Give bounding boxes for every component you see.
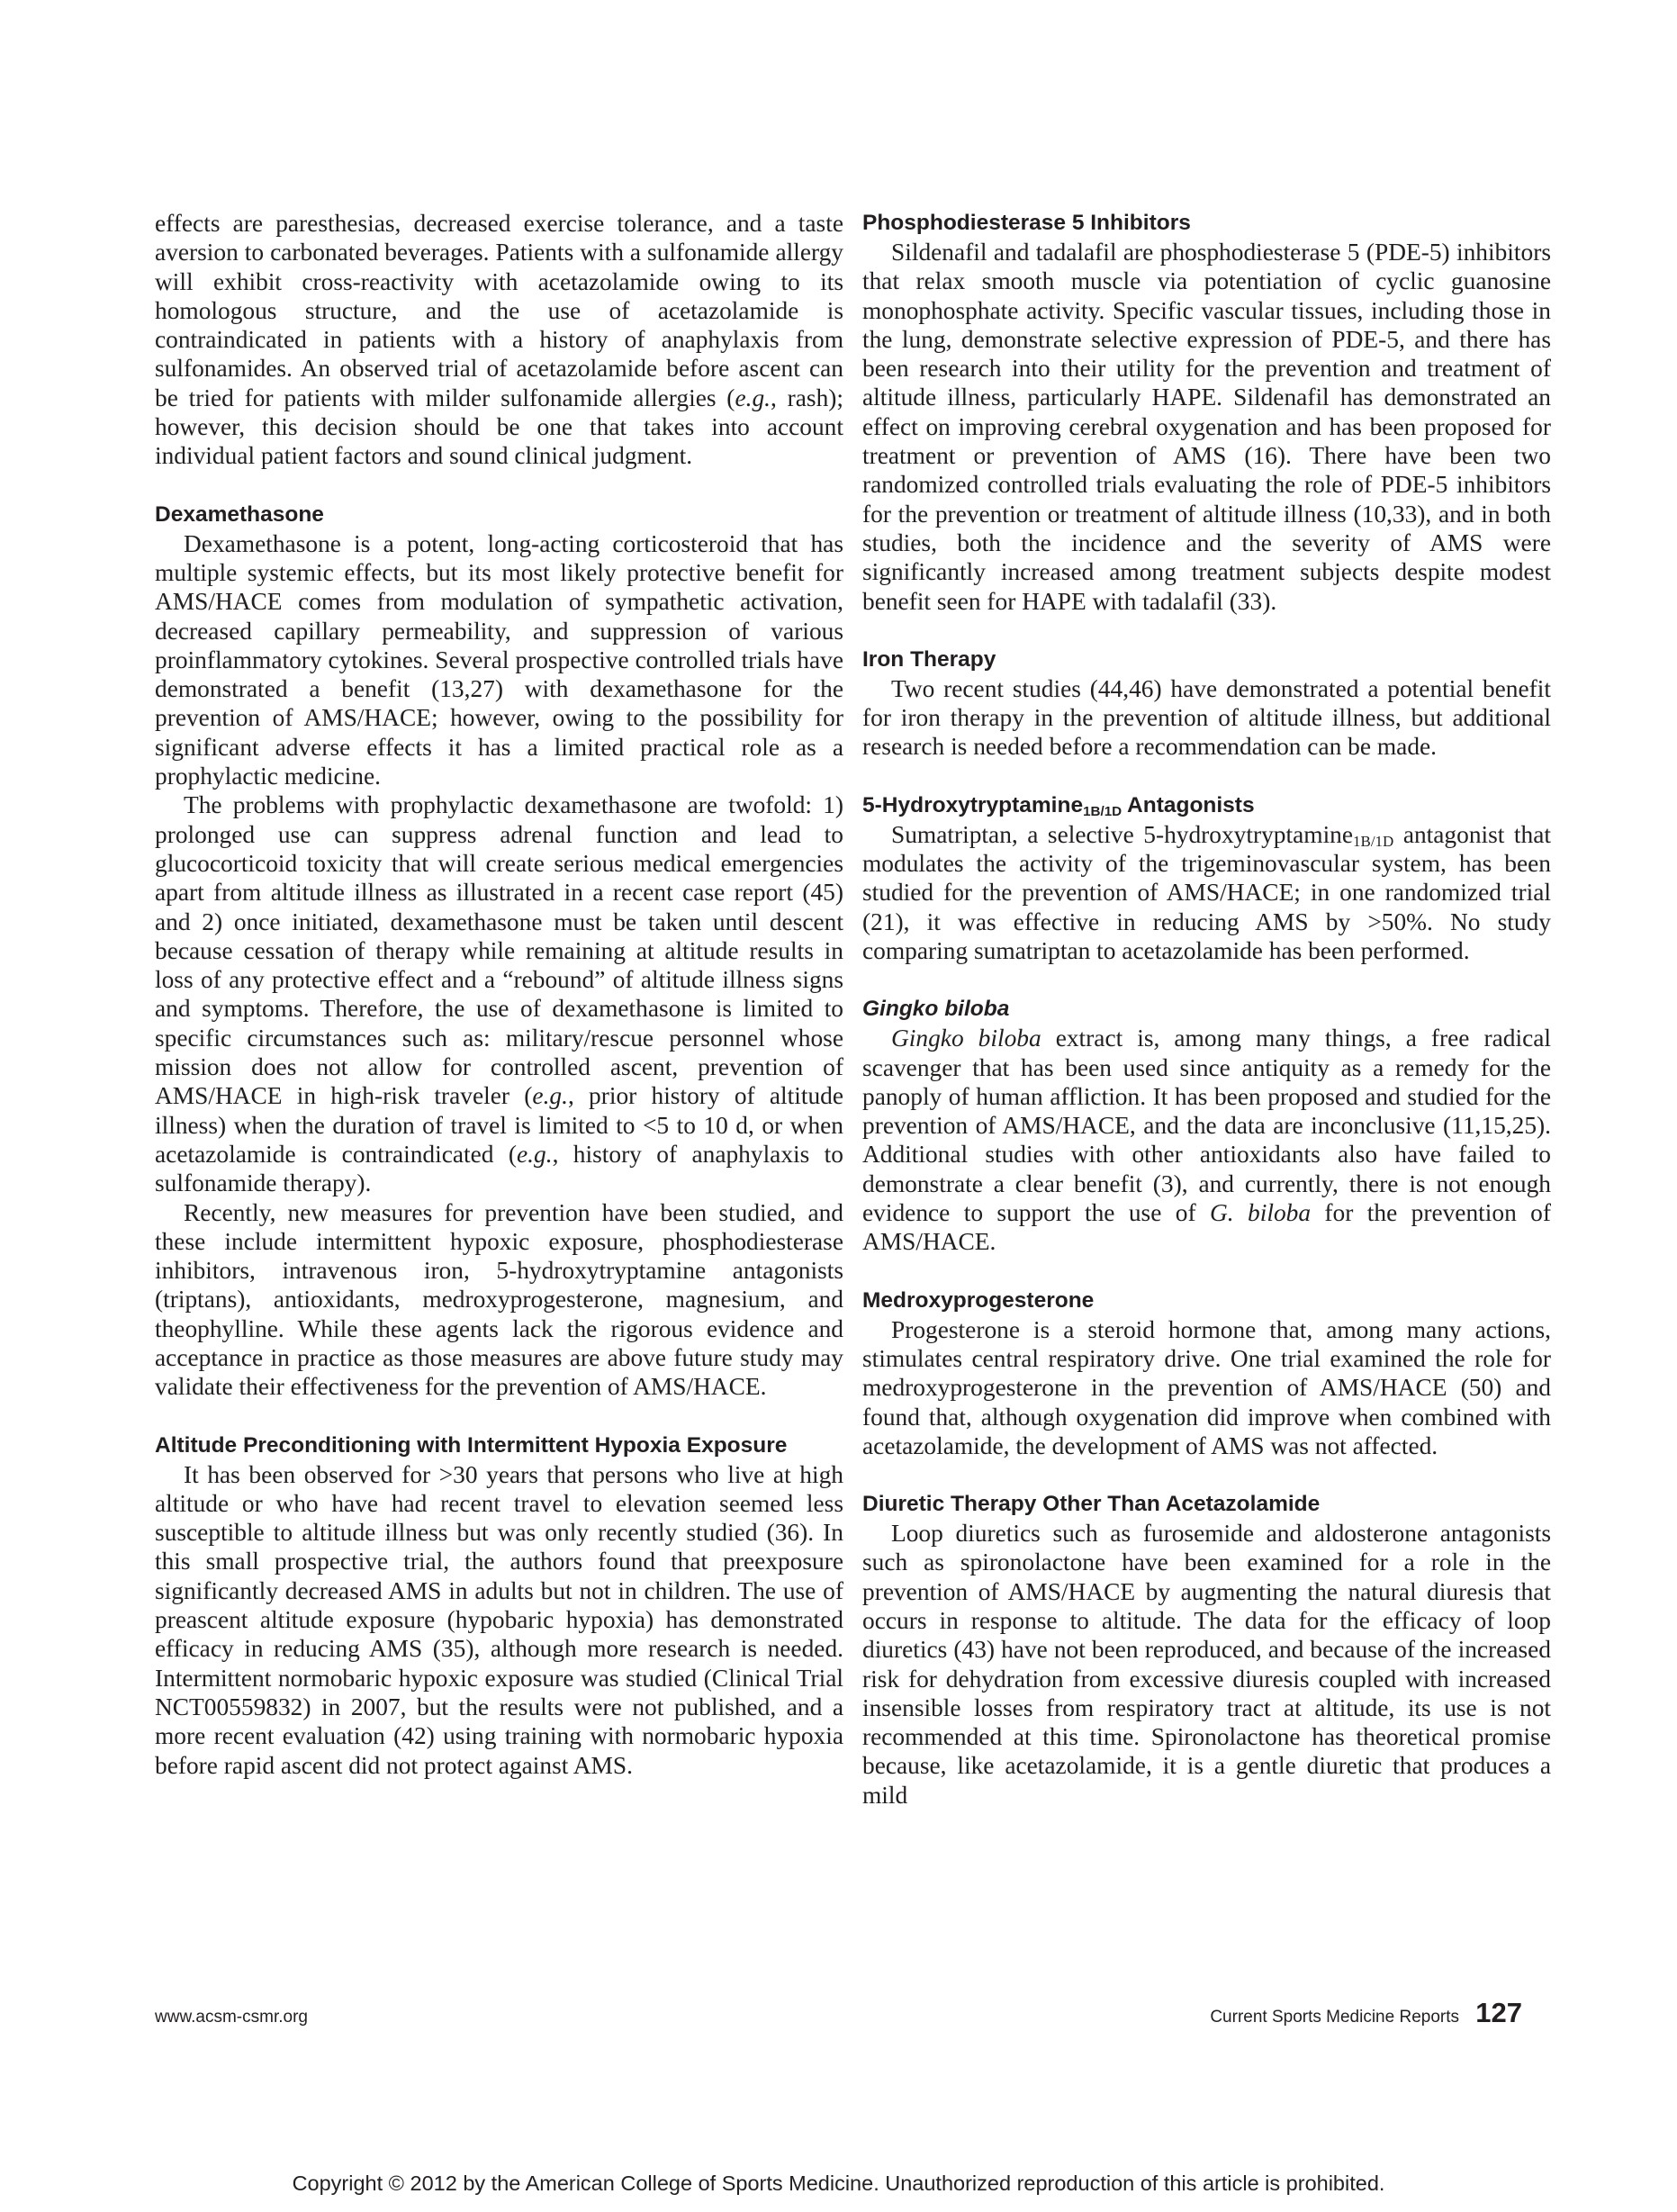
- right-column: [862, 209, 1551, 1810]
- body-paragraph: Sildenafil and tadalafil are phosphodiesterase 5 (PDE-5) inhibitors that relax smooth muscle via potentiation of cyclic guanosine monophosphate activity. Specific vascular tissues, including those in the lung, demonstrate selective expression of PDE-5, and there has been research into their utility for the prevention and treatment of altitude illness, particularly HAPE. Sildenafil has demonstrated an effect on improving cerebral oxygenation and has been proposed for treatment or prevention of AMS (16). There have been two randomized controlled trials evaluating the role of PDE-5 inhibitors for the prevention or treatment of altitude illness (10,33), and in both studies, both the incidence and the severity of AMS were significantly increased among treatment subjects despite modest benefit seen for HAPE with tadalafil (33).: [862, 239, 1551, 615]
- page-number: 127: [1475, 1997, 1522, 2028]
- body-paragraph: It has been observed for >30 years that persons who live at high altitude or who have had recent travel to elevation seemed less susceptible to altitude illness but was only recently studied (36). In this small prospective trial, the authors found that preexposure significantly decreased AMS in adults but not in children. The use of preascent altitude exposure (hypobaric hypoxia) has demonstrated efficacy in reducing AMS (35), although more research is needed. Intermittent normobaric hypoxic exposure was studied (Clinical Trial NCT00559832) in 2007, but the results were not published, and a more recent evaluation (42) using training with normobaric hypoxia before rapid ascent did not protect against AMS.: [155, 1460, 843, 1779]
- body-paragraph: Loop diuretics such as furosemide and aldosterone antagonists such as spironolactone have been examined for a role in the prevention of AMS/HACE by augmenting the natural diuresis that occurs in response to altitude. The data for the efficacy of loop diuretics (43) have not been reproduced, and because of the increased risk for dehydration from excessive diuresis coupled with increased insensible losses from respiratory tract at altitude, its use is not recommended at this time. Spironolactone has theoretical promise because, like acetazolamide, it is a gentle diuretic that produces a mild: [862, 1520, 1551, 1809]
- section-heading-medroxyprogesterone: Medroxyprogesterone: [862, 1287, 1095, 1313]
- section-heading-gingko-biloba: Gingko biloba: [862, 997, 1010, 1022]
- footer-url: www.acsm-csmr.org: [155, 2008, 308, 2027]
- body-paragraph: effects are paresthesias, decreased exercise tolerance, and a taste aversion to carbonated beverages. Patients with a sulfonamide allergy will exhibit cross-reactivity with acetazolamide owing to its homologous structure, and the use of acetazolamide is contraindicated in patients with a history of anaphylaxis from sulfonamides. An observed trial of acetazolamide before ascent can be tried for patients with milder sulfonamide allergies (e.g., rash); however, this decision should be one that takes into account individual patient factors and sound clinical judgment.: [155, 210, 843, 470]
- section-heading-diuretic-therapy: Diuretic Therapy Other Than Acetazolamide: [862, 1492, 1321, 1517]
- left-column: [155, 209, 843, 1780]
- body-paragraph: The problems with prophylactic dexamethasone are twofold: 1) prolonged use can suppress adrenal function and lead to glucocorticoid toxicity that will create serious medical emergencies apart from altitude illness as illustrated in a recent case report (45) and 2) once initiated, dexamethasone must be taken until descent because cessation of therapy while remaining at altitude results in loss of any protective effect and a “rebound” of altitude illness signs and symptoms. Therefore, the use of dexamethasone is limited to specific circumstances such as: military/rescue personnel whose mission does not allow for controlled ascent, prevention of AMS/HACE in high-risk traveler (e.g., prior history of altitude illness) when the duration of travel is limited to <5 to 10 d, or when acetazolamide is contraindicated (e.g., history of anaphylaxis to sulfonamide therapy).: [155, 791, 843, 1197]
- footer-journal-name: Current Sports Medicine Reports: [1210, 2008, 1459, 2027]
- copyright-notice: Copyright © 2012 by the American College of Sports Medicine. Unauthorized reproduction of this article is prohibited.: [292, 2171, 1385, 2195]
- section-heading-5ht-antagonists: 5-Hydroxytryptamine$_{1B/1D}$ Antagonists: [862, 792, 1255, 819]
- body-paragraph: Recently, new measures for prevention have been studied, and these include intermittent hypoxic exposure, phosphodiesterase inhibitors, intravenous iron, 5-hydroxytryptamine antagonists (triptans), antioxidants, medroxyprogesterone, magnesium, and theophylline. While these agents lack the rigorous evidence and acceptance in practice as those measures are above future study may validate their effectiveness for the prevention of AMS/HACE.: [155, 1198, 843, 1401]
- section-heading-pde5: Phosphodiesterase 5 Inhibitors: [862, 211, 1191, 235]
- body-paragraph: Two recent studies (44,46) have demonstrated a potential benefit for iron therapy in the prevention of altitude illness, but additional research is needed before a recommendation can be made.: [862, 674, 1551, 761]
- body-paragraph: Dexamethasone is a potent, long-acting corticosteroid that has multiple systemic effects, but its most likely protective benefit for AMS/HACE comes from modulation of sympathetic activation, decreased capillary permeability, and suppression of various proinflammatory cytokines. Several prospective controlled trials have demonstrated a benefit (13,27) with dexamethasone for the prevention of AMS/HACE; however, owing to the possibility for significant adverse effects it has a limited practical role as a prophylactic medicine.: [155, 529, 843, 790]
- body-paragraph: Gingko biloba extract is, among many things, a free radical scavenger that has been used since antiquity as a remedy for the panoply of human affliction. It has been proposed and studied for the prevention of AMS/HACE, and the data are inconclusive (11,15,25). Additional studies with other antioxidants also have failed to demonstrate a clear benefit (3), and currently, there is not enough evidence to support the use of G. biloba for the prevention of AMS/HACE.: [862, 1025, 1551, 1256]
- body-paragraph: Sumatriptan, a selective 5-hydroxytryptamine$_{1B/1D}$ antagonist that modulates the activity of the trigeminovascular system, has been studied for the prevention of AMS/HACE; in one randomized trial (21), it was effective in reducing AMS by >50%. No study comparing sumatriptan to acetazolamide has been performed.: [862, 820, 1551, 964]
- section-heading-iron-therapy: Iron Therapy: [862, 646, 996, 672]
- section-heading-dexamethasone: Dexamethasone: [155, 501, 324, 527]
- body-paragraph: Progesterone is a steroid hormone that, among many actions, stimulates central respiratory drive. One trial examined the role for medroxyprogesterone in the prevention of AMS/HACE (50) and found that, although oxygenation did improve when combined with acetazolamide, the development of AMS was not affected.: [862, 1315, 1551, 1459]
- section-heading-altitude-preconditioning: Altitude Preconditioning with Intermittent Hypoxia Exposure: [155, 1432, 788, 1458]
